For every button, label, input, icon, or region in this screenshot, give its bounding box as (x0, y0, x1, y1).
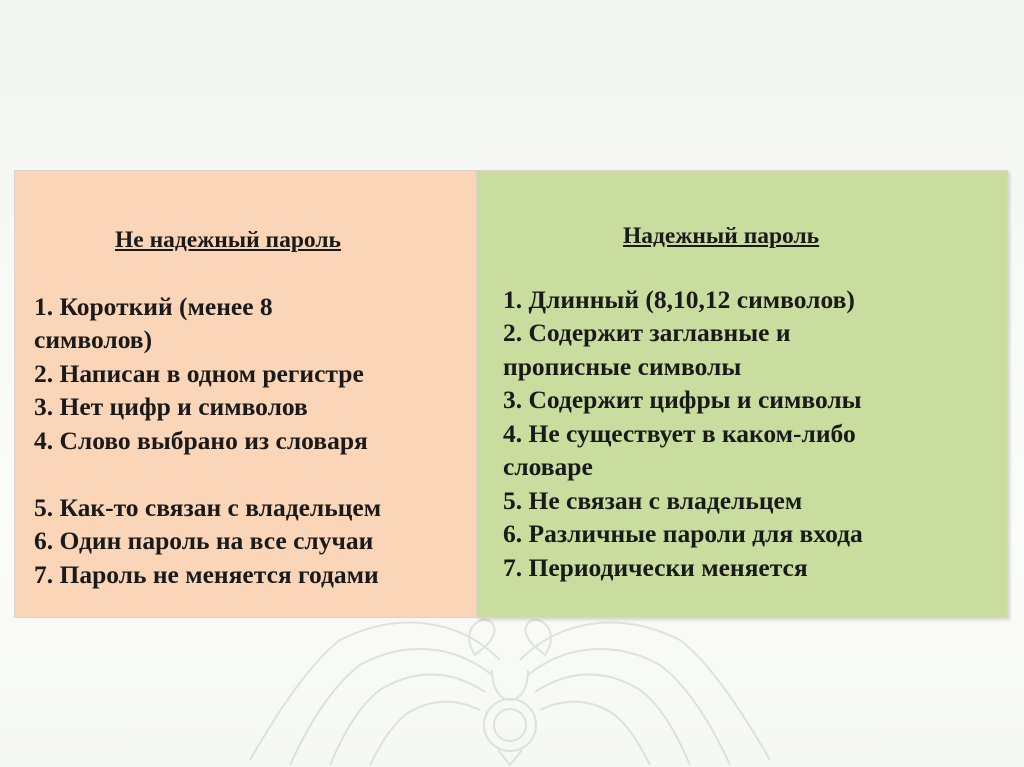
strong-item: 6. Различные пароли для входа (503, 519, 863, 548)
weak-item: 6. Один пароль на все случаи (34, 526, 374, 555)
eagle-emblem-watermark (230, 600, 790, 767)
weak-item: символов) (34, 325, 153, 354)
strong-password-title: Надежный пароль (623, 223, 820, 249)
weak-item: 4. Слово выбрано из словаря (34, 425, 368, 455)
spacer (34, 457, 478, 491)
strong-item: 4. Не существует в каком-либо (503, 418, 856, 448)
weak-item: 5. Как-то связан с владельцем (34, 492, 382, 522)
weak-password-panel (14, 170, 479, 618)
strong-item: 7. Периодически меняется (503, 552, 808, 582)
strong-password-panel (476, 170, 1008, 618)
weak-item: 1. Короткий (менее 8 (34, 291, 273, 321)
strong-item: 5. Не связан с владельцем (503, 485, 803, 515)
weak-item: 3. Нет цифр и символов (34, 392, 308, 421)
strong-item: 3. Содержит цифры и символы (503, 385, 862, 414)
weak-item: 2. Написан в одном регистре (34, 358, 364, 388)
strong-item: прописные символы (503, 351, 742, 381)
strong-item: 1. Длинный (8,10,12 символов) (503, 284, 855, 314)
strong-item: 2. Содержит заглавные и (503, 318, 791, 347)
strong-item: словаре (503, 452, 593, 481)
weak-password-title: Не надежный пароль (115, 227, 341, 253)
weak-item: 7. Пароль не меняется годами (34, 559, 379, 589)
